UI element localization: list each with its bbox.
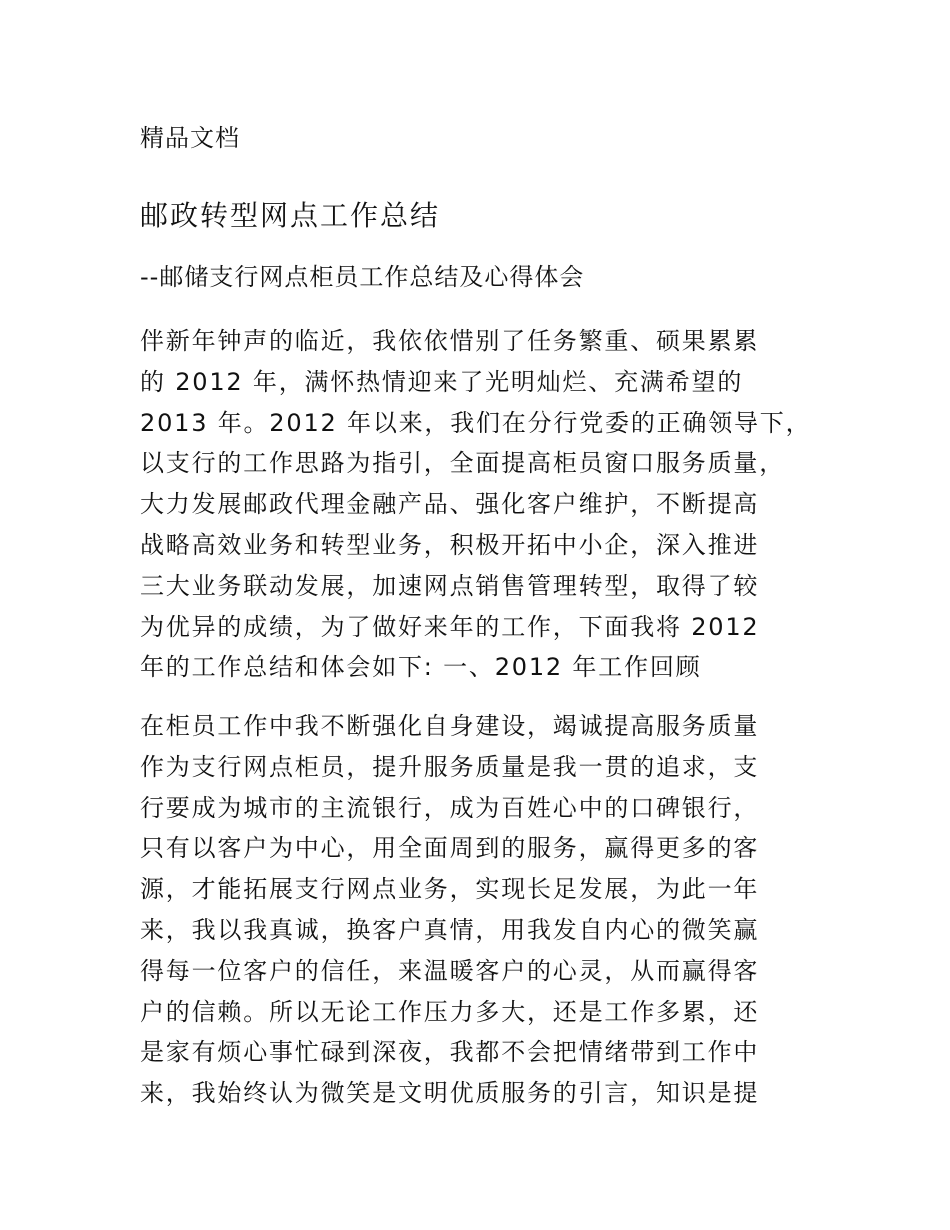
text-line: 只有以客户为中心，用全面周到的服务，赢得更多的客 xyxy=(140,834,760,863)
document-subtitle: --邮储支行网点柜员工作总结及心得体会 xyxy=(140,263,585,291)
text-line: 三大业务联动发展，加速网点销售管理转型，取得了较 xyxy=(140,571,760,600)
text-line: 2013 年。2012 年以来，我们在分行党委的正确领导下， xyxy=(140,408,812,437)
paragraph-1 xyxy=(140,321,840,688)
text-line: 是家有烦心事忙碌到深夜，我都不会把情绪带到工作中 xyxy=(140,1038,760,1067)
page-header: 精品文档 xyxy=(140,124,240,152)
text-line: 战略高效业务和转型业务，积极开拓中小企，深入推进 xyxy=(140,530,760,559)
text-line: 来，我以我真诚，换客户真情，用我发自内心的微笑赢 xyxy=(140,915,760,944)
text-line: 户的信赖。所以无论工作压力多大，还是工作多累，还 xyxy=(140,997,760,1026)
text-line: 源，才能拓展支行网点业务，实现长足发展，为此一年 xyxy=(140,875,760,904)
text-line: 行要成为城市的主流银行，成为百姓心中的口碑银行， xyxy=(140,793,760,822)
text-line: 以支行的工作思路为指引，全面提高柜员窗口服务质量， xyxy=(140,449,785,478)
text-line: 年的工作总结和体会如下: 一、2012 年工作回顾 xyxy=(140,653,702,682)
text-line: 作为支行网点柜员，提升服务质量是我一贯的追求，支 xyxy=(140,752,760,781)
text-line: 来，我始终认为微笑是文明优质服务的引言，知识是提 xyxy=(140,1079,760,1108)
text-line: 在柜员工作中我不断强化自身建设，竭诚提高服务质量 xyxy=(140,712,760,740)
text-line: 得每一位客户的信任，来温暖客户的心灵，从而赢得客 xyxy=(140,956,760,985)
document-title: 邮政转型网点工作总结 xyxy=(140,199,441,232)
text-line: 大力发展邮政代理金融产品、强化客户维护，不断提高 xyxy=(140,490,760,519)
text-line: 为优异的成绩，为了做好来年的工作，下面我将 2012 xyxy=(140,612,760,641)
text-line: 的 2012 年，满怀热情迎来了光明灿烂、充满希望的 xyxy=(140,367,744,396)
paragraph-2 xyxy=(140,706,840,1114)
text-line: 伴新年钟声的临近，我依依惜别了任务繁重、硕果累累 xyxy=(140,327,760,355)
